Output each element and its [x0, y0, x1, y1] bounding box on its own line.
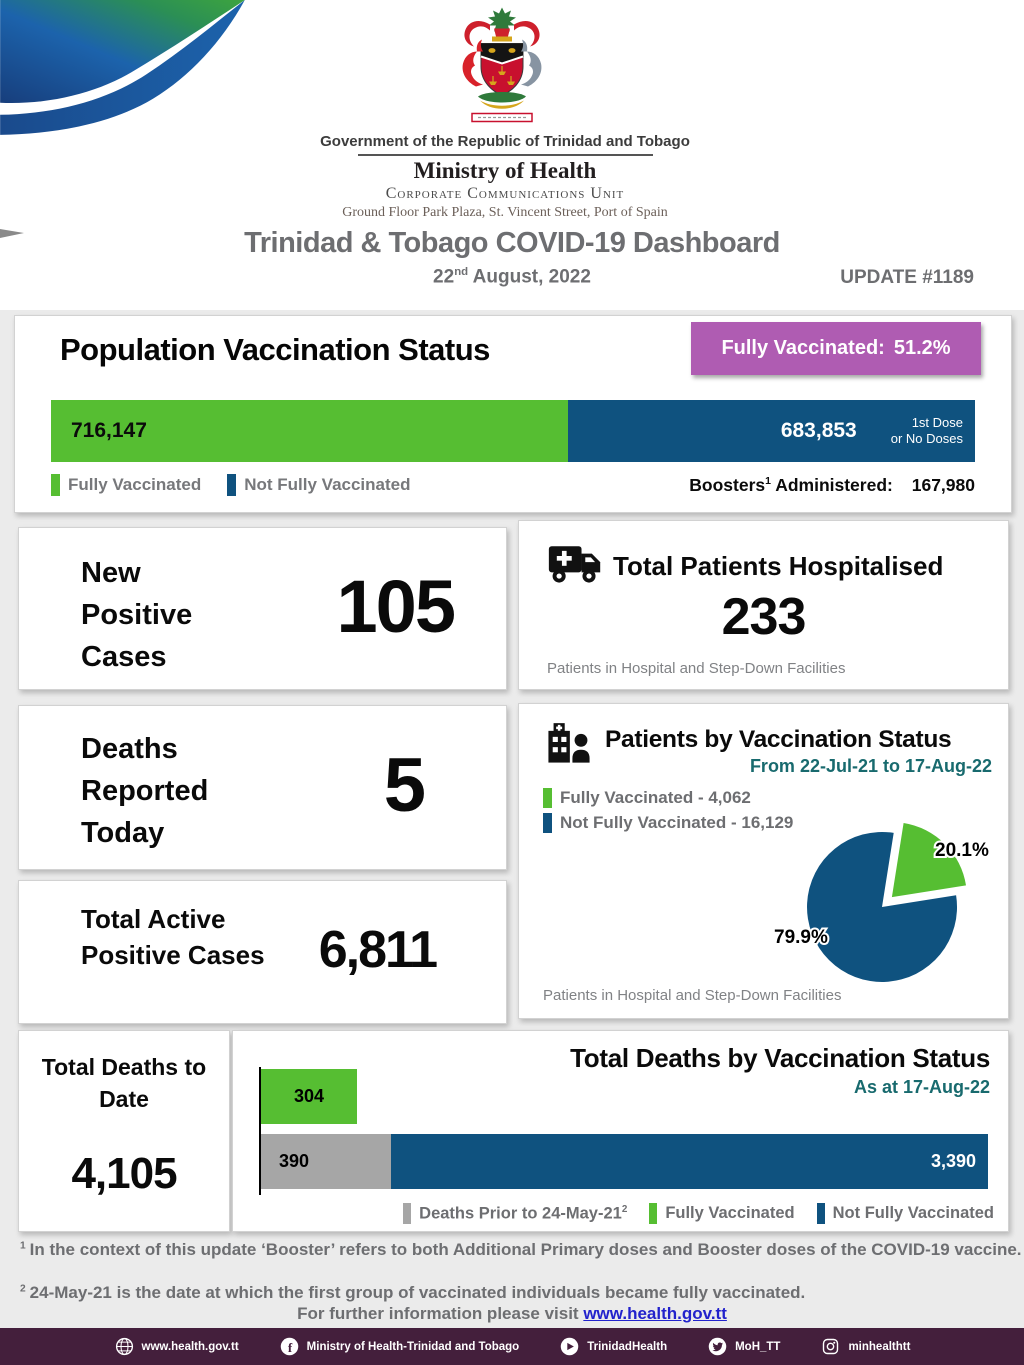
header-band	[0, 0, 1024, 310]
total-deaths-value: 4,105	[71, 1149, 177, 1198]
bar-fully-value: 304	[293, 1086, 325, 1106]
patients-pie-chart	[752, 810, 1000, 1002]
bar-not-fully-vaccinated	[391, 1134, 988, 1189]
deaths-by-status-card	[232, 1030, 1009, 1232]
fully-vaccinated-segment	[51, 400, 568, 462]
fully-vaccinated-badge	[691, 322, 981, 375]
deaths-today-card	[18, 705, 507, 870]
blue-legend-chip	[227, 474, 236, 496]
legend-not-fully-vaccinated	[227, 474, 410, 496]
twitter-icon	[707, 1336, 728, 1357]
more-info-line	[0, 1304, 1024, 1324]
letterhead-divider	[358, 154, 653, 156]
green-legend-chip	[543, 788, 552, 808]
bar-prior-value: 390	[279, 1151, 310, 1171]
more-info-text: For further information please visit	[297, 1304, 584, 1323]
pie-label-green: 20.1%	[935, 840, 989, 861]
footer-facebook[interactable]	[279, 1336, 520, 1357]
active-cases-card	[18, 880, 507, 1024]
legend-not-fully-label: Not Fully Vaccinated	[832, 1204, 994, 1222]
hospital-patient-icon	[545, 720, 593, 764]
footnote-2-marker: 2	[20, 1283, 26, 1295]
active-cases-value: 6,811	[318, 921, 436, 980]
footer-twitter[interactable]	[707, 1336, 780, 1357]
population-vaccination-card	[14, 315, 1012, 513]
deaths-chart-legend	[403, 1203, 994, 1224]
footer-youtube[interactable]	[559, 1336, 667, 1357]
legend-prior-label: Deaths Prior to 24-May-21	[419, 1204, 622, 1223]
footnote-1-marker: 1	[20, 1240, 26, 1252]
deaths-today-label: Deaths Reported Today	[81, 733, 209, 850]
boosters-label: Boosters	[689, 474, 766, 495]
coat-of-arms-icon	[452, 6, 552, 132]
wave-swoosh-decoration	[0, 0, 252, 146]
vaccination-stacked-bar	[51, 400, 975, 462]
footer-website-label: www.health.gov.tt	[141, 1340, 239, 1353]
total-deaths-label: Total Deaths to Date	[41, 1054, 207, 1113]
pie-label-blue: 79.9%	[774, 927, 828, 948]
svg-text:f: f	[287, 1339, 292, 1355]
note-line-2: or No Doses	[890, 431, 963, 446]
page-title: Trinidad & Tobago COVID-19 Dashboard	[244, 227, 780, 259]
not-fully-vaccinated-segment	[568, 400, 975, 462]
legend-prior-footnote-ref: 2	[621, 1203, 628, 1215]
blue-legend-chip	[543, 813, 552, 833]
fully-vaccinated-count: 716,147	[71, 419, 147, 442]
footer-facebook-label: Ministry of Health-Trinidad and Tobago	[306, 1340, 520, 1353]
legend-not-fully-vaccinated	[817, 1203, 994, 1224]
legend-fully-label: Fully Vaccinated	[665, 1204, 795, 1222]
unit-name: Corporate Communications Unit	[385, 185, 625, 202]
deaths-chart-subtitle: As at 17-Aug-22	[853, 1077, 990, 1097]
health-gov-link[interactable]: www.health.gov.tt	[583, 1304, 727, 1323]
legend-fully-count: Fully Vaccinated - 4,062	[560, 788, 751, 807]
total-deaths-card	[18, 1030, 230, 1232]
note-line-1: 1st Dose	[911, 415, 963, 431]
patients-status-title: Patients by Vaccination Status	[605, 726, 952, 753]
hospitalised-caption: Patients in Hospital and Step-Down Facilities	[547, 660, 846, 677]
boosters-label-post: Administered:	[770, 474, 893, 495]
footnote-date	[20, 1283, 805, 1303]
legend-fully-label: Fully Vaccinated	[68, 475, 202, 494]
new-cases-label: New Positive Cases	[81, 557, 193, 674]
footer-instagram-label: minhealthtt	[848, 1340, 911, 1353]
government-line: Government of the Republic of Trinidad and Tobago	[320, 133, 690, 150]
patients-by-status-card	[518, 703, 1009, 1019]
youtube-icon	[559, 1336, 580, 1357]
footnote-1-text: In the context of this update ‘Booster’ refers to both Additional Primary doses and Booster doses of the COVID-19 vaccine.	[29, 1240, 1022, 1259]
boosters-value: 167,980	[911, 474, 975, 495]
vaccination-legend	[51, 474, 975, 496]
new-cases-value: 105	[336, 564, 454, 648]
facebook-icon	[279, 1336, 300, 1357]
boosters-footnote-ref: 1	[765, 474, 771, 487]
legend-not-fully-count: Not Fully Vaccinated - 16,129	[560, 813, 794, 832]
boosters-administered	[689, 475, 975, 496]
patients-status-subtitle: From 22-Jul-21 to 17-Aug-22	[749, 756, 992, 776]
ambulance-icon	[547, 539, 603, 587]
date-suffix: nd	[454, 266, 469, 278]
globe-icon	[114, 1336, 135, 1357]
badge-label: Fully Vaccinated:	[721, 337, 885, 359]
first-dose-note	[891, 415, 963, 446]
deaths-chart-title: Total Deaths by Vaccination Status	[570, 1043, 990, 1073]
green-legend-chip	[51, 474, 60, 496]
legend-fully-vaccinated	[51, 474, 201, 496]
instagram-icon	[820, 1336, 841, 1357]
gray-legend-chip	[403, 1203, 411, 1224]
legend-not-fully-label: Not Fully Vaccinated	[244, 475, 411, 494]
new-positive-cases-card	[18, 527, 507, 690]
legend-prior-deaths	[403, 1203, 627, 1224]
legend-fully-vaccinated	[649, 1203, 794, 1224]
deaths-today-value: 5	[383, 742, 424, 828]
bar-fully-vaccinated	[261, 1069, 357, 1124]
hospitalised-card	[518, 520, 1009, 690]
green-legend-chip	[649, 1203, 657, 1224]
social-footer-bar	[0, 1328, 1024, 1365]
section-title: Population Vaccination Status	[60, 332, 490, 367]
legend-row-fully	[543, 788, 793, 808]
hospitalised-title: Total Patients Hospitalised	[613, 551, 944, 581]
active-cases-label: Total Active Positive Cases	[81, 904, 265, 971]
date-rest: August, 2022	[468, 266, 591, 288]
bar-not-fully-value: 3,390	[930, 1151, 976, 1171]
footer-instagram[interactable]	[820, 1336, 910, 1357]
footnote-2-text: 24-May-21 is the date at which the first group of vaccinated individuals became fully vaccinated.	[29, 1283, 806, 1302]
patients-status-caption: Patients in Hospital and Step-Down Facilities	[543, 987, 842, 1004]
footer-website[interactable]	[114, 1336, 239, 1357]
ministry-name: Ministry of Health	[413, 158, 597, 183]
bar-prior-deaths	[261, 1134, 391, 1189]
not-fully-vaccinated-count: 683,853	[780, 419, 857, 442]
ministry-address: Ground Floor Park Plaza, St. Vincent Street, Port of Spain	[342, 205, 668, 220]
date-day: 22	[433, 266, 455, 288]
badge-value: 51.2%	[893, 337, 951, 359]
footer-youtube-label: TrinidadHealth	[587, 1340, 668, 1353]
bar-row-not-fully	[261, 1134, 988, 1189]
hospitalised-value: 233	[721, 588, 806, 646]
blue-legend-chip	[817, 1203, 825, 1224]
update-number: UPDATE #1189	[840, 267, 974, 288]
footnote-booster	[20, 1240, 1022, 1260]
footer-twitter-label: MoH_TT	[735, 1340, 781, 1353]
